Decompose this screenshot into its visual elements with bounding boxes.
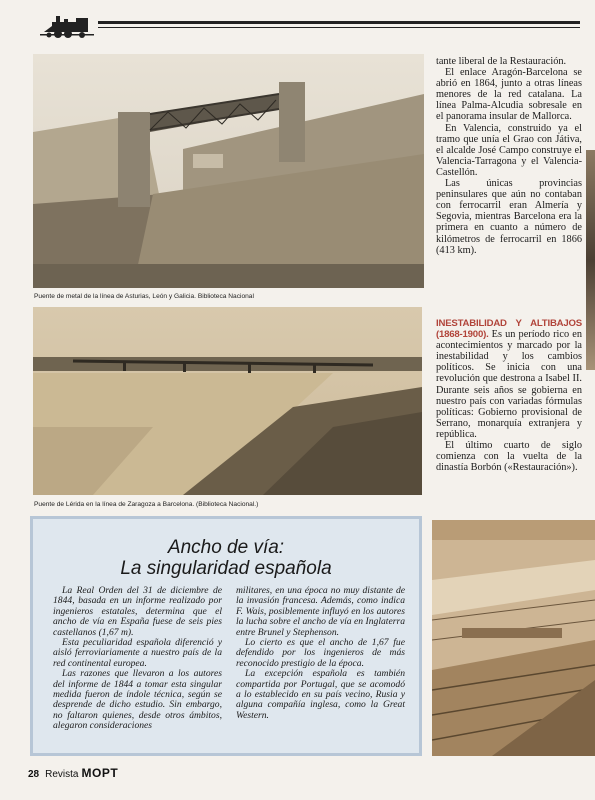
middle-photo-caption: Puente de Lérida en la línea de Zaragoza a Barcelona. (Biblioteca Nacional.)	[34, 501, 259, 508]
photo-metal-bridge	[33, 54, 424, 288]
paragraph: La Real Orden del 31 de diciembre de 1844, basada en un informe realizado por ingenieros estatales, determina que el ancho de vía en España fuese de seis pies castellanos (1,67 m).	[53, 585, 222, 638]
section-paragraph	[436, 318, 582, 440]
top-photo-caption: Puente de metal de la línea de Asturias, León y Galicia. Biblioteca Nacional	[34, 293, 254, 300]
adjacent-page-edge	[586, 150, 595, 370]
paragraph: El enlace Aragón-Barcelona se abrió en 1864, junto a otras líneas menores de la red catalana. La línea Palma-Alcudia sobresale en el panorama insular de Mallorca.	[436, 67, 582, 123]
sidebar-column-right	[236, 586, 405, 732]
sidebar-columns	[53, 586, 405, 732]
page-folio	[28, 766, 118, 780]
section-heading: INESTABILIDAD Y ALTIBAJOS (1868-1900).	[436, 318, 582, 341]
right-column-upper	[436, 56, 582, 256]
magazine-name: MOPT	[81, 766, 119, 780]
sidebar-title-line1: Ancho de vía:	[167, 537, 285, 558]
paragraph: Las razones que llevaron a los autores del informe de 1844 a tomar esta singular medida fueron de índole técnica, según se desprende de dicho estudio. Sin embargo, no faltaron quienes, desde otros ámbitos, alegaron consideraciones	[53, 668, 222, 732]
page-number: 28	[28, 769, 40, 780]
sidebar-title-line2: La singularidad española	[120, 558, 332, 579]
sidebar-column-left	[53, 586, 222, 732]
paragraph: Lo cierto es que el ancho de 1,67 fue defendido por los ingenieros de más reconocido prestigio de la época.	[236, 637, 405, 669]
paragraph: La excepción española es también compartida por Portugal, que se acomodó a lo establecido en su país vecino, Rusia y alguna compañía inglesa, como la Great Western.	[236, 668, 405, 721]
paragraph: En Valencia, construido ya el tramo que unía el Grao con Játiva, el alcalde José Campo construye el Valencia-Tarragona y el Valencia-Castellón.	[436, 122, 582, 178]
paragraph: militares, en una época no muy distante de la invasión francesa. Además, como indica F. Wais, posiblemente influyó en los autores la lucha sobre el ancho de vía en Inglaterra entre Brunel y Stephenson.	[236, 585, 405, 638]
photo-lerida-bridge	[33, 307, 422, 495]
paragraph: Las únicas provincias peninsulares que aún no contaban con ferrocarril eran Almería y Segovia, mientras Barcelona era la primera en cuanto a número de kilómetros de ferrocarril en 1866 (413 km).	[436, 178, 582, 256]
sidebar-box	[30, 516, 422, 756]
sidebar-title	[33, 537, 419, 579]
paragraph: Esta peculiaridad española diferenció y aisló ferroviariamente a nuestro país de la red continental europea.	[53, 637, 222, 669]
right-column-lower	[436, 318, 582, 473]
steam-locomotive-icon	[38, 14, 96, 40]
header-rule-thin	[98, 27, 580, 28]
header-rule	[98, 21, 580, 24]
paragraph: tante liberal de la Restauración.	[436, 56, 567, 67]
folio-label: Revista	[45, 769, 79, 780]
paragraph-text: Es un período rico en acontecimientos y marcado por la inestabilidad y los cambios políticos. Se inicia con una revolución que destrona a Isabel II. Durante seis años se gobierna en nuestro país con variadas fórmulas políticas: Gobierno provisional de Serrano, monarquía extranjera y república.	[436, 329, 582, 440]
photo-railway-station	[432, 520, 595, 756]
paragraph: El último cuarto de siglo comienza con la vuelta de la dinastía Borbón («Restauración»).	[436, 440, 582, 474]
